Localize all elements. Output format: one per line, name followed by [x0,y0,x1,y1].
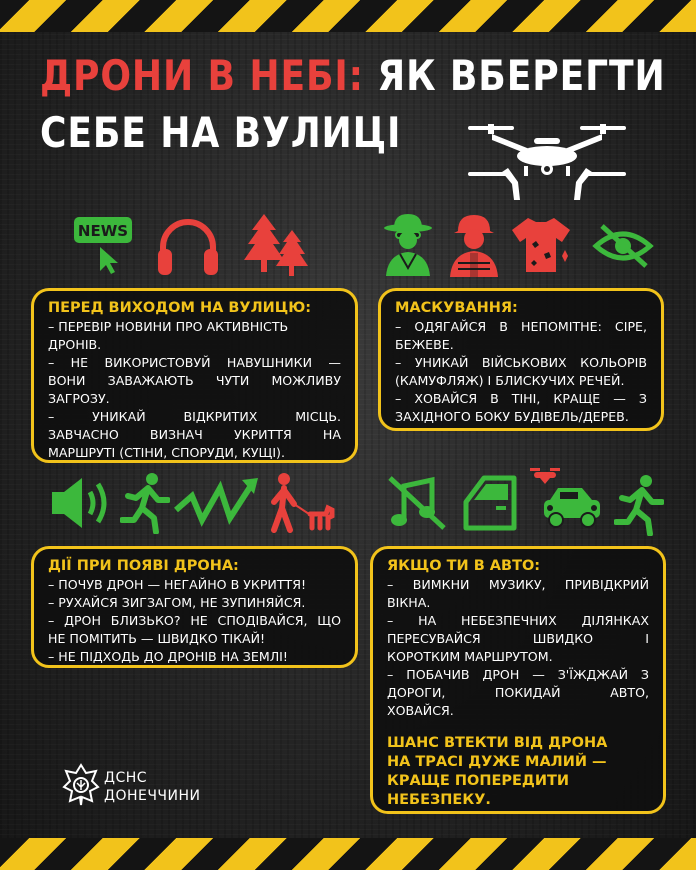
card-line: ВІКНА. [387,595,431,610]
hidden-eye-icon [592,220,654,272]
card-line: – НА НЕБЕЗПЕЧНИХ ДІЛЯНКАХ [387,613,649,628]
card-heading: ДІЇ ПРИ ПОЯВІ ДРОНА: [48,558,239,574]
running-person-icon [120,472,170,534]
card-line: – ОДЯГАЙСЯ В НЕПОМІТНЕ: СІРЕ, [395,319,647,334]
card-line: – ПОЧУВ ДРОН — НЕГАЙНО В УКРИТТЯ! [48,577,307,592]
card-line: – УНИКАЙ ВІЙСЬКОВИХ КОЛЬОРІВ [395,355,647,370]
card-line: – РУХАЙСЯ ЗИГЗАГОМ, НЕ ЗУПИНЯЙСЯ. [48,595,306,610]
no-music-icon [386,474,448,532]
headphones-icon [155,215,221,277]
card-line: – УНИКАЙ ВІДКРИТИХ МІСЦЬ. [48,409,341,424]
drone-icon [462,112,632,204]
card-line: ПЕРЕСУВАЙСЯ ШВИДКО І [387,631,649,646]
card-line: МАРШРУТІ (СТІНИ, СПОРУДИ, КУЩІ). [48,445,285,460]
car-door-icon [462,474,518,532]
card-heading: МАСКУВАННЯ: [395,300,518,316]
title-white-part: ЯК ВБЕРЕГТИ [377,51,666,100]
hat-person-icon [382,212,434,278]
card-line: ДОРОГИ, ПОКИДАЙ АВТО, [387,685,649,700]
card-line: – ПОБАЧИВ ДРОН — З'ЇЖДЖАЙ З [387,667,649,682]
drone-car-icon [520,466,604,534]
hazard-stripe-top [0,0,696,32]
title-line-1 [40,51,666,100]
card-line: – ВИМКНИ МУЗИКУ, ПРИВІДКРИЙ [387,577,649,592]
title-red-part: ДРОНИ В НЕБІ: [40,51,364,100]
warning-line: НЕБЕЗПЕКУ. [387,792,491,808]
card-line: – ХОВАЙСЯ В ТІНІ, КРАЩЕ — З [395,391,647,406]
card-line: ВОНИ ЗАВАЖАЮТЬ ЧУТИ МОЖЛИВУ [48,373,341,388]
card-in-car [370,546,666,814]
warning-text [387,734,649,810]
warning-line: НА ТРАСІ ДУЖЕ МАЛИЙ — [387,754,607,770]
card-heading: ПЕРЕД ВИХОДОМ НА ВУЛИЦЮ: [48,300,312,316]
card-line: КОРОТКИМ МАРШРУТОМ. [387,649,553,664]
card-when-drone-appears [31,546,358,668]
card-line: – ДРОН БЛИЗЬКО? НЕ СПОДІВАЙСЯ, ЩО [48,613,341,628]
card-line: БЕЖЕВЕ. [395,337,454,352]
dsns-logo-text [104,769,201,805]
card-camouflage [378,288,664,431]
logo-line-2: ДОНЕЧЧИНИ [104,788,201,804]
card-line: ХОВАЙСЯ. [387,703,454,718]
warning-line: КРАЩЕ ПОПЕРЕДИТИ [387,773,569,789]
card-line: ЗАХІДНОГО БОКУ БУДІВЕЛЬ/ДЕРЕВ. [395,409,629,424]
card-line: – НЕ ВИКОРИСТОВУЙ НАВУШНИКИ — [48,355,341,370]
walking-dog-icon [266,472,336,534]
card-line: – НЕ ПІДХОДЬ ДО ДРОНІВ НА ЗЕМЛІ! [48,649,288,664]
card-heading: ЯКЩО ТИ В АВТО: [387,558,541,574]
logo-line-1: ДСНС [104,770,148,786]
soldier-icon [448,213,500,277]
camo-shirt-icon [510,216,572,274]
news-badge-text: NEWS [77,222,129,240]
card-line: – ПЕРЕВІР НОВИНИ ПРО АКТИВНІСТЬ [48,319,289,334]
card-line: ЗАГРОЗУ. [48,391,110,406]
dsns-emblem-icon [62,763,100,807]
warning-line: ШАНС ВТЕКТИ ВІД ДРОНА [387,735,608,751]
zigzag-icon [172,474,262,530]
news-click-icon [72,213,134,275]
card-line: НЕ ПОМІТИТЬ — ШВИДКО ТІКАЙ! [48,631,266,646]
card-before-going-out [31,288,358,463]
card-line: ДРОНІВ. [48,337,102,352]
running-person-icon [614,474,664,536]
card-line: (КАМУФЛЯЖ) І БЛИСКУЧИХ РЕЧЕЙ. [395,373,625,388]
trees-icon [240,212,310,278]
title-line-2: СЕБЕ НА ВУЛИЦІ [40,108,402,157]
speaker-icon [50,474,112,532]
card-line: ЗАВЧАСНО ВИЗНАЧ УКРИТТЯ НА [48,427,341,442]
hazard-stripe-bottom [0,838,696,870]
